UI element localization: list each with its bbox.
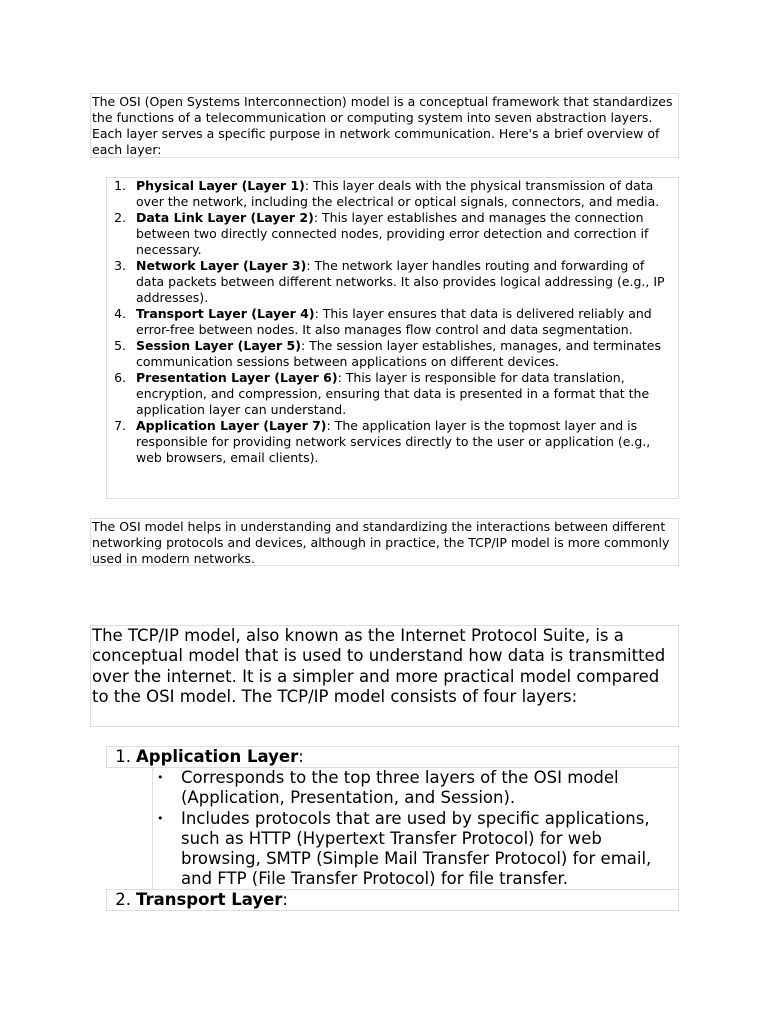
layer-title: Session Layer (Layer 5) bbox=[136, 338, 301, 353]
list-item bbox=[107, 178, 678, 210]
osi-summary-text: The OSI model helps in understanding and standardizing the interactions between different networking protocols and devices, although in practice, the TCP/IP model is more commonly used in modern networks. bbox=[92, 519, 670, 566]
layer-title: Presentation Layer (Layer 6) bbox=[136, 370, 338, 385]
list-number: 6. bbox=[114, 370, 126, 385]
layer-title: Application Layer (Layer 7) bbox=[136, 418, 327, 433]
list-item bbox=[107, 418, 678, 466]
list-item bbox=[107, 370, 678, 418]
tcp-intro-text: The TCP/IP model, also known as the Internet Protocol Suite, is a conceptual model that is used to understand how data is transmitted over the internet. It is a simpler and more practical model compared to the OSI model. The TCP/IP model consists of four layers: bbox=[92, 626, 666, 706]
title-suffix: : bbox=[298, 747, 304, 766]
layer-title: Physical Layer (Layer 1) bbox=[136, 178, 305, 193]
layer-description: : The session layer establishes, manages, and terminates communication sessions between applications on different devices. bbox=[136, 338, 661, 369]
bullet-icon: • bbox=[157, 771, 164, 784]
osi-layer-list bbox=[106, 177, 679, 499]
layer-description: : The application layer is the topmost layer and is responsible for providing network services directly to the user or application (e.g., web browsers, email clients). bbox=[136, 418, 651, 465]
list-item bbox=[153, 768, 678, 809]
list-number: 2. bbox=[115, 890, 131, 909]
list-number: 2. bbox=[114, 210, 126, 225]
list-number: 5. bbox=[114, 338, 126, 353]
osi-intro-text: The OSI (Open Systems Interconnection) model is a conceptual framework that standardizes the functions of a telecommunication or computing system into seven abstraction layers. Each layer serves a specific purpose in network communication. Here's a brief overview of each layer: bbox=[92, 94, 673, 157]
layer-title: Transport Layer bbox=[136, 890, 283, 909]
bullet-icon: • bbox=[157, 811, 164, 825]
layer-title: Application Layer bbox=[136, 747, 299, 766]
list-item bbox=[107, 210, 678, 258]
list-number: 7. bbox=[114, 418, 126, 433]
list-number: 4. bbox=[114, 306, 126, 321]
layer-title: Data Link Layer (Layer 2) bbox=[136, 210, 314, 225]
list-number: 3. bbox=[114, 258, 126, 273]
bullet-text: Includes protocols that are used by specific applications, such as HTTP (Hypertext Transfer Protocol) for web browsing, SMTP (Simple Mail Transfer Protocol) for email, and FTP (File Transfer Protocol) for file transfer. bbox=[181, 808, 652, 889]
list-number: 1. bbox=[114, 178, 126, 193]
osi-summary-paragraph bbox=[90, 518, 679, 566]
layer-title: Transport Layer (Layer 4) bbox=[136, 306, 315, 321]
title-suffix: : bbox=[282, 890, 288, 909]
layer-description: : The network layer handles routing and forwarding of data packets between different networks. It also provides logical addressing (e.g., IP addresses). bbox=[136, 258, 665, 305]
bullet-text: Corresponds to the top three layers of the OSI model (Application, Presentation, and Session). bbox=[181, 768, 619, 808]
layer-description: : This layer ensures that data is delivered reliably and error-free between nodes. It also manages flow control and data segmentation. bbox=[136, 306, 652, 337]
osi-intro-paragraph bbox=[90, 93, 679, 158]
list-item bbox=[107, 258, 678, 306]
list-item bbox=[107, 338, 678, 370]
tcp-list-item-transport bbox=[106, 889, 679, 911]
layer-description: : This layer deals with the physical transmission of data over the network, including the electrical or optical signals, connectors, and media. bbox=[136, 178, 660, 209]
layer-title: Network Layer (Layer 3) bbox=[136, 258, 307, 273]
layer-description: : This layer is responsible for data translation, encryption, and compression, ensuring that data is presented in a format that the application layer can understand. bbox=[136, 370, 650, 417]
application-layer-details bbox=[152, 767, 679, 890]
list-number: 1. bbox=[115, 747, 131, 766]
tcp-list-item-application bbox=[106, 746, 679, 768]
tcp-intro-paragraph bbox=[90, 625, 679, 727]
list-item bbox=[107, 306, 678, 338]
layer-description: : This layer establishes and manages the connection between two directly connected nodes, providing error detection and correction if necessary. bbox=[136, 210, 649, 257]
list-item bbox=[153, 809, 678, 890]
